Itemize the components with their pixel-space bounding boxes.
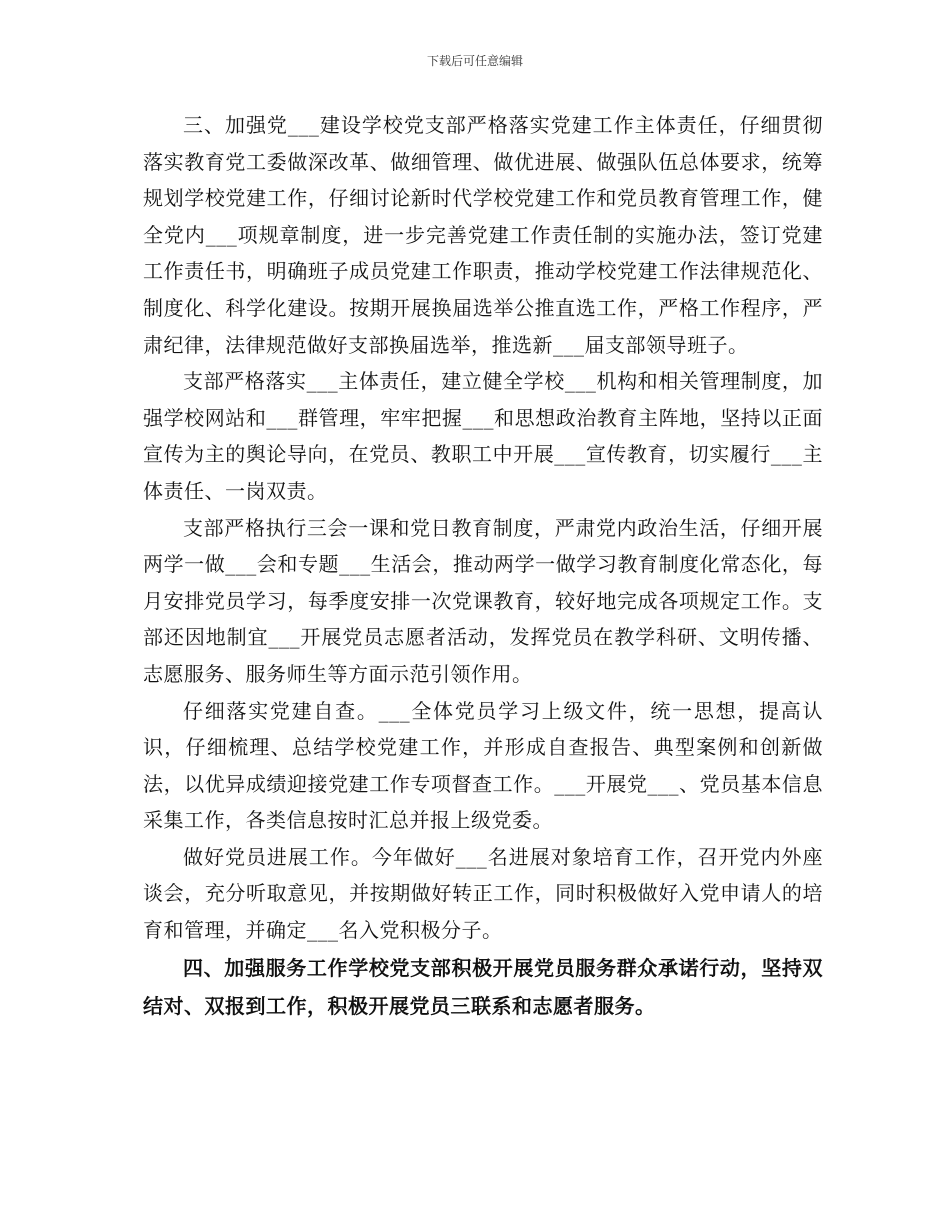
paragraph-member-development: 做好党员进展工作。今年做好___名进展对象培育工作，召开党内外座谈会，充分听取意见，并按期做好转正工作，同时积极做好入党申请人的培育和管理，并确定___名入党积极分子。 <box>143 844 823 943</box>
paragraph-responsibility: 支部严格落实___主体责任，建立健全学校___机构和相关管理制度，加强学校网站和___群管理，牢牢把握___和思想政治教育主阵地，坚持以正面宣传为主的舆论导向，在党员、教职工中开展___宣传教育，切实履行___主体责任、一岗双责。 <box>143 369 823 503</box>
paragraph-meetings: 支部严格执行三会一课和党日教育制度，严肃党内政治生活，仔细开展两学一做___会和专题___生活会，推动两学一做学习教育制度化常态化，每月安排党员学习，每季度安排一次党课教育，较好地完成各项规定工作。支部还因地制宜___开展党员志愿者活动，发挥党员在教学科研、文明传播、志愿服务、服务师生等方面示范引领作用。 <box>143 515 823 686</box>
paragraph-self-check: 仔细落实党建自查。___全体党员学习上级文件，统一思想，提高认识，仔细梳理、总结学校党建工作，并形成自查报告、典型案例和创新做法，以优异成绩迎接党建工作专项督查工作。___开展党___、党员基本信息采集工作，各类信息按时汇总并报上级党委。 <box>143 698 823 833</box>
paragraph-section-four: 四、加强服务工作学校党支部积极开展党员服务群众承诺行动，坚持双结对、双报到工作，积极开展党员三联系和志愿者服务。 <box>143 955 823 1018</box>
paragraph-section-three: 三、加强党___建设学校党支部严格落实党建工作主体责任，仔细贯彻落实教育党工委做深改革、做细管理、做优进展、做强队伍总体要求，统筹规划学校党建工作，仔细讨论新时代学校党建工作和党员教育管理工作，健全党内___项规章制度，进一步完善党建工作责任制的实施办法，签订党建工作责任书，明确班子成员党建工作职责，推动学校党建工作法律规范化、制度化、科学化建设。按期开展换届选举公推直选工作，严格工作程序，严肃纪律，法律规范做好支部换届选举，推选新___届支部领导班子。 <box>143 113 823 357</box>
document-body <box>143 107 823 1025</box>
page-header: 下载后可任意编辑 <box>426 54 523 68</box>
